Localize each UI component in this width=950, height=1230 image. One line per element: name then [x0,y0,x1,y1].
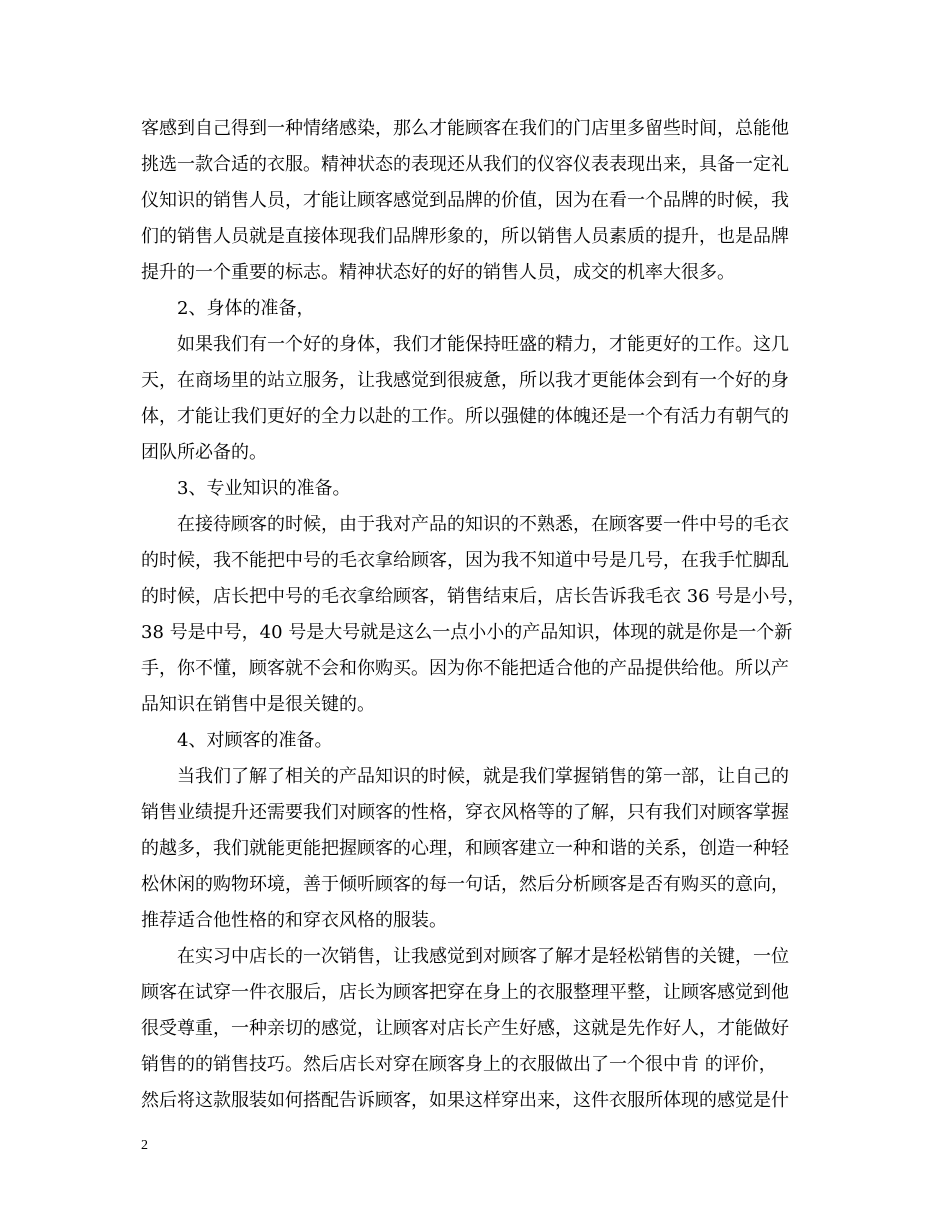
text-line: 很受尊重，一种亲切的感觉，让顾客对店长产生好感，这就是先作好人，才能做好 [141,1018,789,1039]
text-line: 的时候，我不能把中号的毛衣拿给顾客，因为我不知道中号是几号，在我手忙脚乱 [141,550,789,571]
text-line: 客感到自己得到一种情绪感染，那么才能顾客在我们的门店里多留些时间，总能他 [141,118,789,139]
text-line: 然后将这款服装如何搭配告诉顾客，如果这样穿出来，这件衣服所体现的感觉是什 [141,1090,789,1111]
text-line: 们的销售人员就是直接体现我们品牌形象的，所以销售人员素质的提升，也是品牌 [141,226,789,247]
text-line: 团队所必备的。 [141,442,267,463]
text-line: 的越多，我们就能更能把握顾客的心理，和顾客建立一种和谐的关系，创造一种轻 [141,838,789,859]
text-line: 的时候，店长把中号的毛衣拿给顾客，销售结束后，店长告诉我毛衣 36 号是小号， [141,586,806,607]
text-line: 手，你不懂，顾客就不会和你购买。因为你不能把适合他的产品提供给他。所以产 [141,658,789,679]
text-line: 提升的一个重要的标志。精神状态好的好的销售人员，成交的机率大很多。 [141,262,735,283]
text-line: 推荐适合他性格的和穿衣风格的服装。 [141,910,447,931]
section-heading: 3、专业知识的准备。 [177,478,351,499]
text-line: 在接待顾客的时候，由于我对产品的知识的不熟悉，在顾客要一件中号的毛衣 [177,514,789,535]
text-line: 品知识在销售中是很关键的。 [141,694,375,715]
text-line: 销售业绩提升还需要我们对顾客的性格，穿衣风格等的了解，只有我们对顾客掌握 [141,802,789,823]
text-line: 天，在商场里的站立服务，让我感觉到很疲惫，所以我才更能体会到有一个好的身 [141,370,789,391]
text-line: 38 号是中号，40 号是大号就是这么一点小小的产品知识，体现的就是你是一个新 [141,622,793,643]
text-line: 在实习中店长的一次销售，让我感觉到对顾客了解才是轻松销售的关键，一位 [177,946,789,967]
page-number: 2 [141,1138,148,1153]
section-heading: 2、身体的准备， [177,298,315,319]
section-heading: 4、对顾客的准备。 [177,730,333,751]
text-line: 顾客在试穿一件衣服后，店长为顾客把穿在身上的衣服整理平整，让顾客感觉到他 [141,982,789,1003]
text-line: 松休闲的购物环境，善于倾听顾客的每一句话，然后分析顾客是否有购买的意向， [141,874,789,895]
text-line: 体，才能让我们更好的全力以赴的工作。所以强健的体魄还是一个有活力有朝气的 [141,406,789,427]
text-line: 仪知识的销售人员，才能让顾客感觉到品牌的价值，因为在看一个品牌的时候，我 [141,190,789,211]
text-line: 挑选一款合适的衣服。精神状态的表现还从我们的仪容仪表表现出来，具备一定礼 [141,154,789,175]
text-line: 销售的的销售技巧。然后店长对穿在顾客身上的衣服做出了一个很中肯 的评价， [141,1054,777,1075]
text-line: 如果我们有一个好的身体，我们才能保持旺盛的精力，才能更好的工作。这几 [177,334,789,355]
text-line: 当我们了解了相关的产品知识的时候，就是我们掌握销售的第一部，让自己的 [177,766,789,787]
